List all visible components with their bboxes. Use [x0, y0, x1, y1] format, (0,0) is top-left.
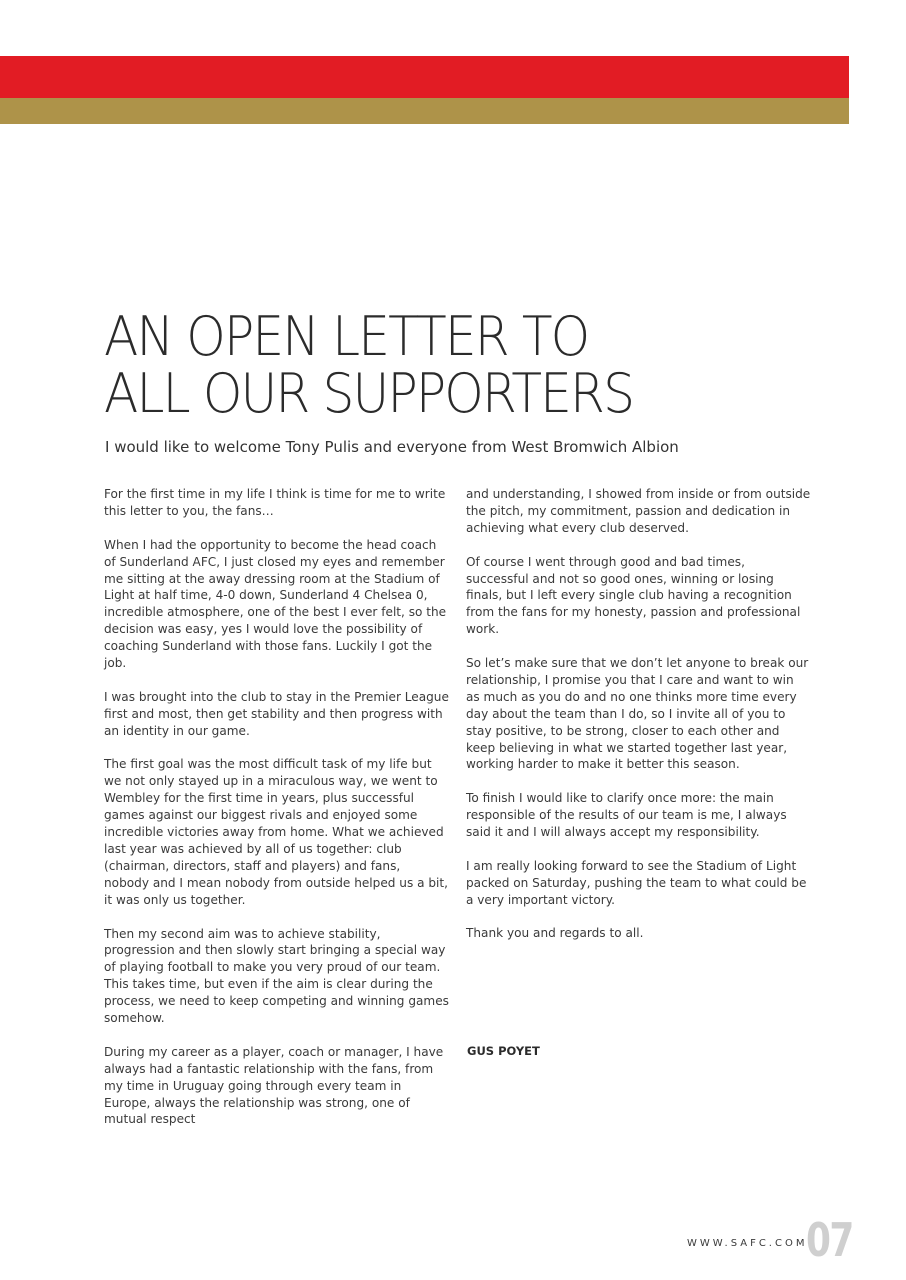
paragraph: So let’s make sure that we don’t let anyone to break our relationship, I promise you that I care and want to win as much as you do and no one thinks more time every day about the team than I do, so I invite all of you to stay positive, to be strong, closer to each other and keep believing in what we started together last year, working harder to make it better this season. [466, 656, 809, 772]
paragraph: Of course I went through good and bad times, successful and not so good ones, winning or losing finals, but I left every single club having a recognition from the fans for my honesty, passion and professional work. [466, 554, 801, 637]
paragraph: Then my second aim was to achieve stability, progression and then slowly start bringing a special way of playing football to make you very proud of our team. This takes time, but even if the aim is clear during the process, we need to keep competing and winning games somehow. [104, 926, 449, 1026]
paragraph: I am really looking forward to see the Stadium of Light packed on Saturday, pushing the team to what could be a very important victory. [466, 858, 807, 907]
letter-right-column [466, 486, 811, 959]
paragraph: During my career as a player, coach or manager, I have always had a fantastic relationship with the fans, from my time in Uruguay going through every team in Europe, always the relationship was strong, one of mutual respect [104, 1044, 444, 1127]
paragraph: To finish I would like to clarify once more: the main responsible of the results of our team is me, I always said it and I will always accept my responsibility. [466, 791, 787, 840]
website-link[interactable]: WWW.SAFC.COM [687, 1238, 808, 1249]
subtitle: I would like to welcome Tony Pulis and everyone from West Bromwich Albion [105, 438, 679, 456]
paragraph: The first goal was the most difficult task of my life but we not only stayed up in a miraculous way, we went to Wembley for the first time in years, plus successful games against our biggest rivals and enjoyed some incredible victories away from home. What we achieved last year was achieved by all of us together: club (chairman, directors, staff and players) and fans, nobody and I mean nobody from outside helped us a bit, it was only us together. [104, 757, 448, 907]
signature: GUS POYET [467, 1044, 540, 1058]
page-title [104, 305, 634, 425]
paragraph: For the first time in my life I think is time for me to write this letter to you, the fans… [104, 487, 446, 518]
gold-header-band [0, 98, 849, 124]
page-number: 07 [806, 1213, 853, 1267]
paragraph: I was brought into the club to stay in the Premier League first and most, then get stability and then progress with an identity in our game. [104, 689, 449, 738]
red-header-band [0, 56, 849, 98]
title-line-2: ALL OUR SUPPORTERS [104, 362, 634, 425]
paragraph: When I had the opportunity to become the head coach of Sunderland AFC, I just closed my eyes and remember me sitting at the away dressing room at the Stadium of Light at half time, 4-0 down, Sunderland 4 Chelsea 0, incredible atmosphere, one of the best I ever felt, so the decision was easy, yes I would love the possibility of coaching Sunderland with those fans. Luckily I got the job. [104, 537, 447, 671]
letter-left-column [104, 486, 449, 1145]
paragraph: Thank you and regards to all. [466, 926, 644, 941]
title-line-1: AN OPEN LETTER TO [104, 305, 589, 368]
paragraph: and understanding, I showed from inside or from outside the pitch, my commitment, passion and dedication in achieving what every club deserved. [466, 487, 811, 535]
